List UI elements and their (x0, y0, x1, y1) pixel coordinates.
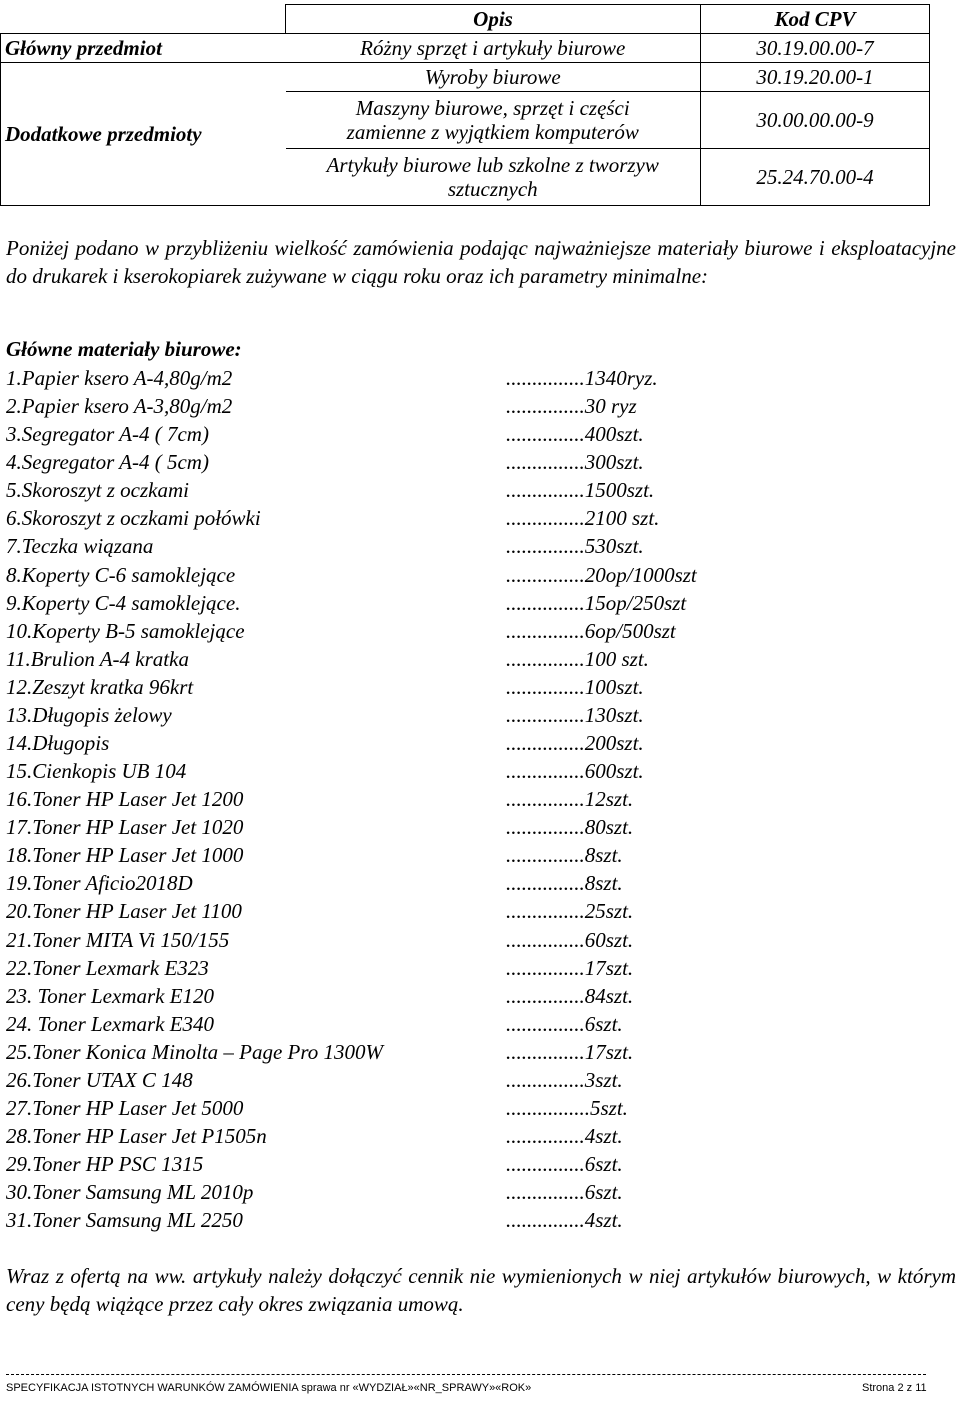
list-item (6, 532, 906, 560)
item-quantity: ...............3szt. (506, 1067, 623, 1092)
list-item (6, 617, 906, 645)
list-item (6, 1178, 906, 1206)
item-name: 3.Segregator A-4 ( 7cm) (6, 422, 209, 447)
item-quantity: ...............17szt. (506, 955, 634, 980)
list-item (6, 645, 906, 673)
item-name: 27.Toner HP Laser Jet 5000 (6, 1096, 244, 1121)
item-quantity: ...............2100 szt. (506, 506, 660, 531)
list-item (6, 1150, 906, 1178)
item-name: 19.Toner Aficio2018D (6, 871, 193, 896)
item-name: 9.Koperty C-4 samoklejące. (6, 590, 241, 615)
item-name: 24. Toner Lexmark E340 (6, 1011, 215, 1036)
item-name: 30.Toner Samsung ML 2010p (6, 1180, 254, 1205)
item-name: 11.Brulion A-4 kratka (6, 646, 189, 671)
main-subject-label: Główny przedmiot (1, 34, 286, 63)
additional-opis-2-line2: zamienne z wyjątkiem komputerów (346, 120, 639, 144)
list-item (6, 757, 906, 785)
list-item (6, 392, 906, 420)
item-quantity: ...............100szt. (506, 674, 644, 699)
item-name: 2.Papier ksero A-3,80g/m2 (6, 394, 233, 419)
main-subject-opis: Różny sprzęt i artykuły biurowe (286, 34, 701, 63)
list-item (6, 448, 906, 476)
closing-paragraph: Wraz z ofertą na ww. artykuły należy dołączyć cennik nie wymienionych w niej artykułów biurowych, w którym ceny będą wiążące przez cały okres związania umową. (6, 1264, 956, 1316)
footer-page-number: Strona 2 z 11 (862, 1382, 927, 1394)
item-quantity: ...............30 ryz (506, 394, 637, 419)
list-item (6, 420, 906, 448)
list-item (6, 673, 906, 701)
item-quantity: ...............25szt. (506, 899, 634, 924)
item-name: 10.Koperty B-5 samoklejące (6, 618, 245, 643)
item-name: 5.Skoroszyt z oczkami (6, 478, 189, 503)
list-item (6, 476, 906, 504)
additional-kod-2: 30.00.00.00-9 (701, 92, 930, 149)
item-quantity: ...............6op/500szt (506, 618, 676, 643)
item-name: 12.Zeszyt kratka 96krt (6, 674, 194, 699)
item-quantity: ................5szt. (506, 1096, 628, 1121)
item-quantity: ...............1500szt. (506, 478, 655, 503)
additional-opis-3-line2: sztucznych (447, 177, 538, 201)
item-quantity: ...............530szt. (506, 534, 644, 559)
additional-kod-3: 25.24.70.00-4 (701, 149, 930, 206)
item-name: 18.Toner HP Laser Jet 1000 (6, 843, 244, 868)
item-name: 4.Segregator A-4 ( 5cm) (6, 450, 209, 475)
list-item (6, 1094, 906, 1122)
list-item (6, 954, 906, 982)
additional-opis-3 (286, 149, 701, 206)
item-name: 16.Toner HP Laser Jet 1200 (6, 787, 244, 812)
list-item (6, 897, 906, 925)
cpv-table (0, 4, 930, 206)
item-name: 25.Toner Konica Minolta – Page Pro 1300W (6, 1039, 384, 1064)
item-name: 14.Długopis (6, 731, 110, 756)
list-item (6, 364, 906, 392)
main-subject-kod: 30.19.00.00-7 (701, 34, 930, 63)
additional-subjects-label: Dodatkowe przedmioty (1, 63, 286, 206)
item-quantity: ...............200szt. (506, 731, 644, 756)
list-item (6, 1122, 906, 1150)
list-item (6, 926, 906, 954)
item-quantity: ...............15op/250szt (506, 590, 687, 615)
item-quantity: ...............1340ryz. (506, 366, 658, 390)
list-item (6, 982, 906, 1010)
item-quantity: ...............100 szt. (506, 646, 649, 671)
item-name: 26.Toner UTAX C 148 (6, 1067, 193, 1092)
list-item (6, 561, 906, 589)
footer-spec-title: SPECYFIKACJA ISTOTNYCH WARUNKÓW ZAMÓWIENIA sprawa nr «WYDZIAŁ»«NR_SPRAWY»«ROK» (6, 1382, 532, 1394)
item-quantity: ...............130szt. (506, 702, 644, 727)
item-quantity: ...............12szt. (506, 787, 634, 812)
item-name: 17.Toner HP Laser Jet 1020 (6, 815, 244, 840)
item-quantity: ...............17szt. (506, 1039, 634, 1064)
item-quantity: ...............8szt. (506, 871, 623, 896)
item-quantity: ...............6szt. (506, 1011, 623, 1036)
list-item (6, 504, 906, 532)
additional-kod-1: 30.19.20.00-1 (701, 63, 930, 92)
header-opis: Opis (286, 5, 701, 34)
list-item (6, 841, 906, 869)
item-quantity: ...............60szt. (506, 927, 634, 952)
item-name: 1.Papier ksero A-4,80g/m2 (6, 366, 233, 390)
list-item (6, 813, 906, 841)
item-quantity: ...............300szt. (506, 450, 644, 475)
additional-opis-1: Wyroby biurowe (286, 63, 701, 92)
list-item (6, 869, 906, 897)
intro-paragraph: Poniżej podano w przybliżeniu wielkość zamówienia podając najważniejsze materiały biurowe i eksploatacyjne do drukarek i kserokopiarek zużywane w ciągu roku oraz ich parametry minimalne: (6, 236, 956, 288)
list-item (6, 1038, 906, 1066)
item-name: 21.Toner MITA Vi 150/155 (6, 927, 230, 952)
item-quantity: ...............8szt. (506, 843, 623, 868)
additional-opis-2 (286, 92, 701, 149)
item-name: 6.Skoroszyt z oczkami połówki (6, 506, 261, 531)
item-quantity: ...............80szt. (506, 815, 634, 840)
item-name: 29.Toner HP PSC 1315 (6, 1152, 204, 1177)
additional-opis-3-line1: Artykuły biurowe lub szkolne z tworzyw (326, 153, 659, 177)
item-quantity: ...............20op/1000szt (506, 562, 697, 587)
item-name: 28.Toner HP Laser Jet P1505n (6, 1124, 267, 1149)
item-quantity: ...............4szt. (506, 1208, 623, 1233)
item-quantity: ...............600szt. (506, 759, 644, 784)
item-name: 7.Teczka wiązana (6, 534, 154, 559)
item-name: 20.Toner HP Laser Jet 1100 (6, 899, 242, 924)
list-item (6, 729, 906, 757)
list-item (6, 1206, 906, 1234)
footer-divider (6, 1374, 926, 1375)
item-name: 23. Toner Lexmark E120 (6, 983, 215, 1008)
additional-opis-2-line1: Maszyny biurowe, sprzęt i części (355, 96, 630, 120)
item-quantity: ...............84szt. (506, 983, 634, 1008)
list-item (6, 1010, 906, 1038)
header-kod: Kod CPV (701, 5, 930, 34)
item-name: 8.Koperty C-6 samoklejące (6, 562, 236, 587)
list-item (6, 701, 906, 729)
materials-heading: Główne materiały biurowe: (6, 337, 242, 361)
item-name: 15.Cienkopis UB 104 (6, 759, 187, 784)
item-name: 31.Toner Samsung ML 2250 (6, 1208, 243, 1233)
item-quantity: ...............400szt. (506, 422, 644, 447)
list-item (6, 589, 906, 617)
list-item (6, 785, 906, 813)
item-quantity: ...............6szt. (506, 1152, 623, 1177)
item-name: 13.Długopis żelowy (6, 702, 172, 727)
item-quantity: ...............6szt. (506, 1180, 623, 1205)
materials-list (6, 364, 906, 1234)
item-name: 22.Toner Lexmark E323 (6, 955, 209, 980)
item-quantity: ...............4szt. (506, 1124, 623, 1149)
list-item (6, 1066, 906, 1094)
